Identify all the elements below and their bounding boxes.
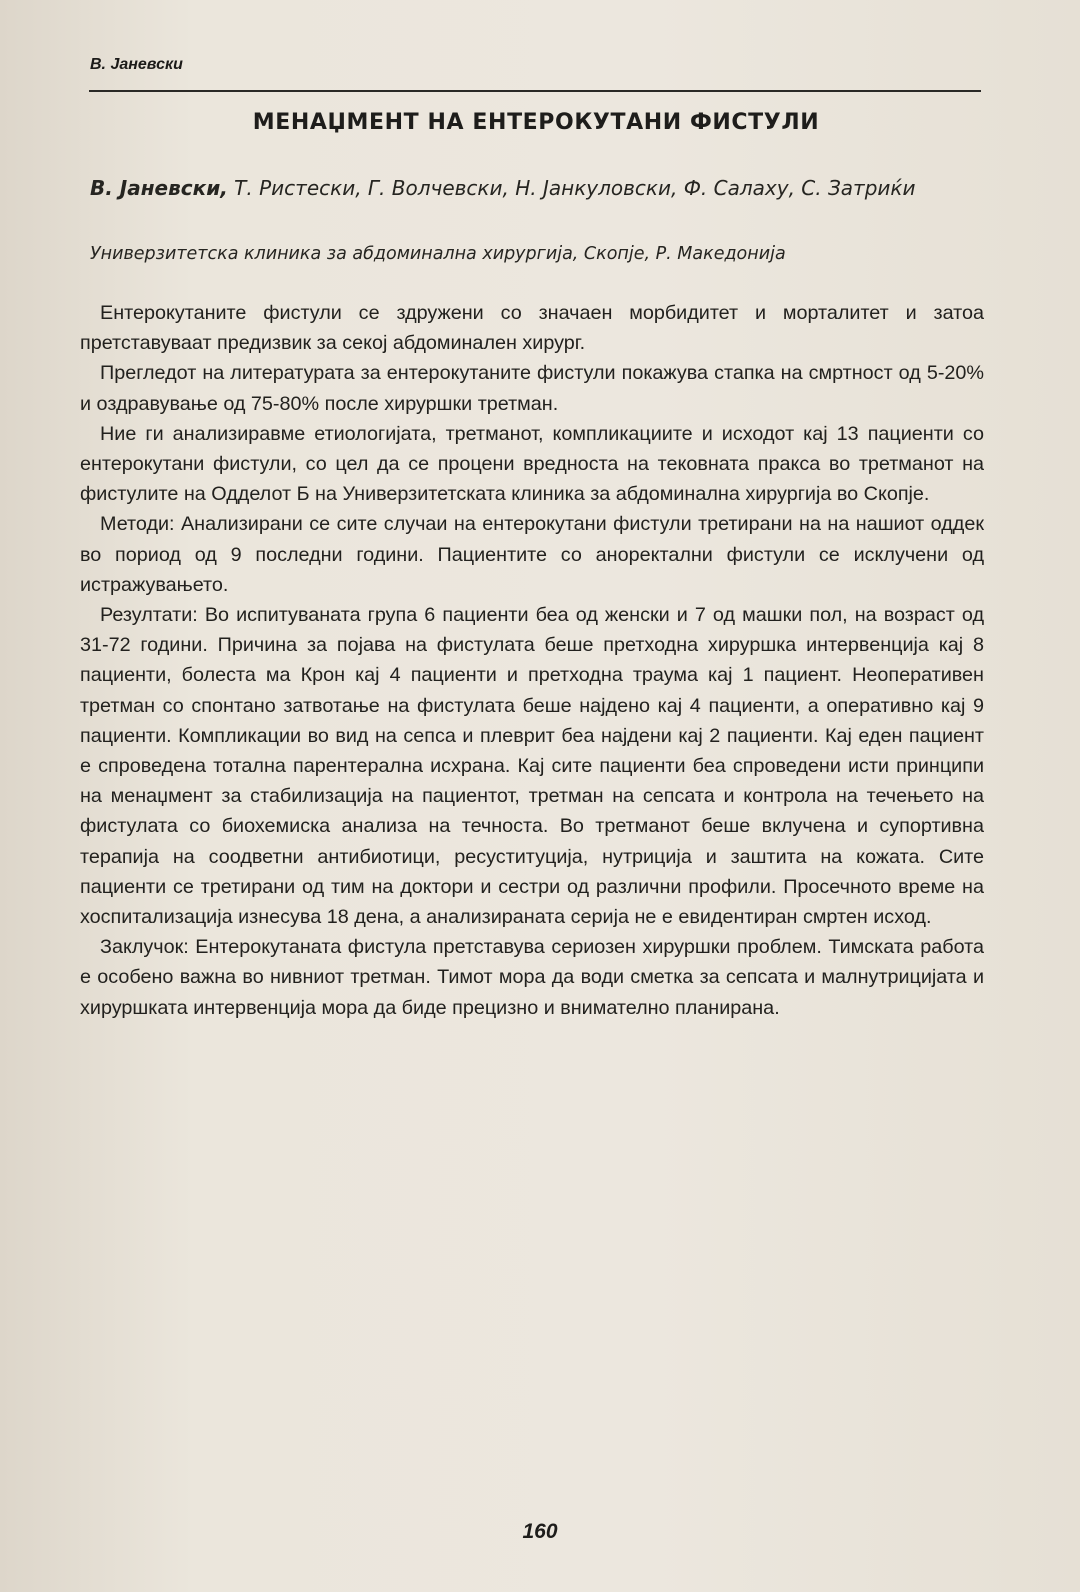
lead-author: В. Јаневски, [90, 176, 228, 200]
abstract-paragraph-aim: Ние ги анализиравме етиологијата, третманот, компликациите и исходот кај 13 пациенти со ентерокутани фистули, со цел да се процени вредноста на тековната пракса во третманот на фистулите на Одделот Б на Универзитетската клиника за абдоминална хирургија во Скопје. [80, 422, 984, 506]
abstract-paragraph-conclusion: Заклучок: Ентерокутаната фистула претставува сериозен хируршки проблем. Тимската работа е особено важна во нивниот третман. Тимот мора да води сметка за сепсата и малнутрицијата и хируршката интервенција мора да биде прецизно и внимателно планирана. [80, 936, 984, 1019]
abstract-paragraph-methods: Методи: Анализирани се сите случаи на ентерокутани фистули третирани на на нашиот оддек во пориод од 9 последни години. Пациентите со аноректални фистули се исклучени од истражувањето. [80, 513, 984, 596]
running-head: В. Јаневски [90, 56, 183, 73]
abstract-paragraph-results: Резултати: Во испитуваната група 6 пациенти беа од женски и 7 од машки пол, на возраст од 31-72 години. Причина за појава на фистулата беше претходна хируршка интервенција кај 8 пациенти, болеста ма Крон кај 4 пациенти и претходна траума кај 1 пациент. Неоперативен третман со спонтано затвотање на фистулата беше најдено кај 4 пациенти, а оперативно кај 9 пациенти. Компликации во вид на сепса и плеврит беа најдени кај 2 пациенти. Кај еден пациент е спроведена тотална парентерална исхрана. Кај сите пациенти беа спроведени исти принципи на менаџмент за стабилизација на пациентот, третман на сепсата и контрола на течењето на фистулата со биохемиска анализа на течноста. Во третманот беше вклучена и супортивна терапија на соодветни антибиотици, ресуституција, нутриција и заштита на кожата. Сите пациенти се третирани од тим на доктори и сестри од различни профили. Просечното време на хоспитализација изнесува 18 дена, а анализираната серија не е евидентиран смртен исход. [80, 604, 984, 929]
header-rule [89, 90, 981, 92]
coauthors: Т. Ристески, Г. Волчевски, Н. Јанкуловски, Ф. Салаху, С. Затриќи [227, 176, 916, 200]
author-list [90, 172, 970, 204]
abstract-body [80, 298, 984, 1023]
affiliation: Универзитетска клиника за абдоминална хирургија, Скопје, Р. Македонија [90, 244, 786, 264]
page-number: 160 [522, 1520, 558, 1543]
article-title: МЕНАЏМЕНТ НА ЕНТЕРОКУТАНИ ФИСТУЛИ [252, 110, 820, 135]
abstract-paragraph-intro: Ентерокутаните фистули се здружени со значаен морбидитет и морталитет и затоа претставуваат предизвик за секој абдоминален хирург. [80, 302, 984, 355]
abstract-paragraph-literature: Прегледот на литературата за ентерокутаните фистули покажува стапка на смртност од 5-20% и оздравување од 75-80% после хируршки третман. [80, 362, 984, 415]
